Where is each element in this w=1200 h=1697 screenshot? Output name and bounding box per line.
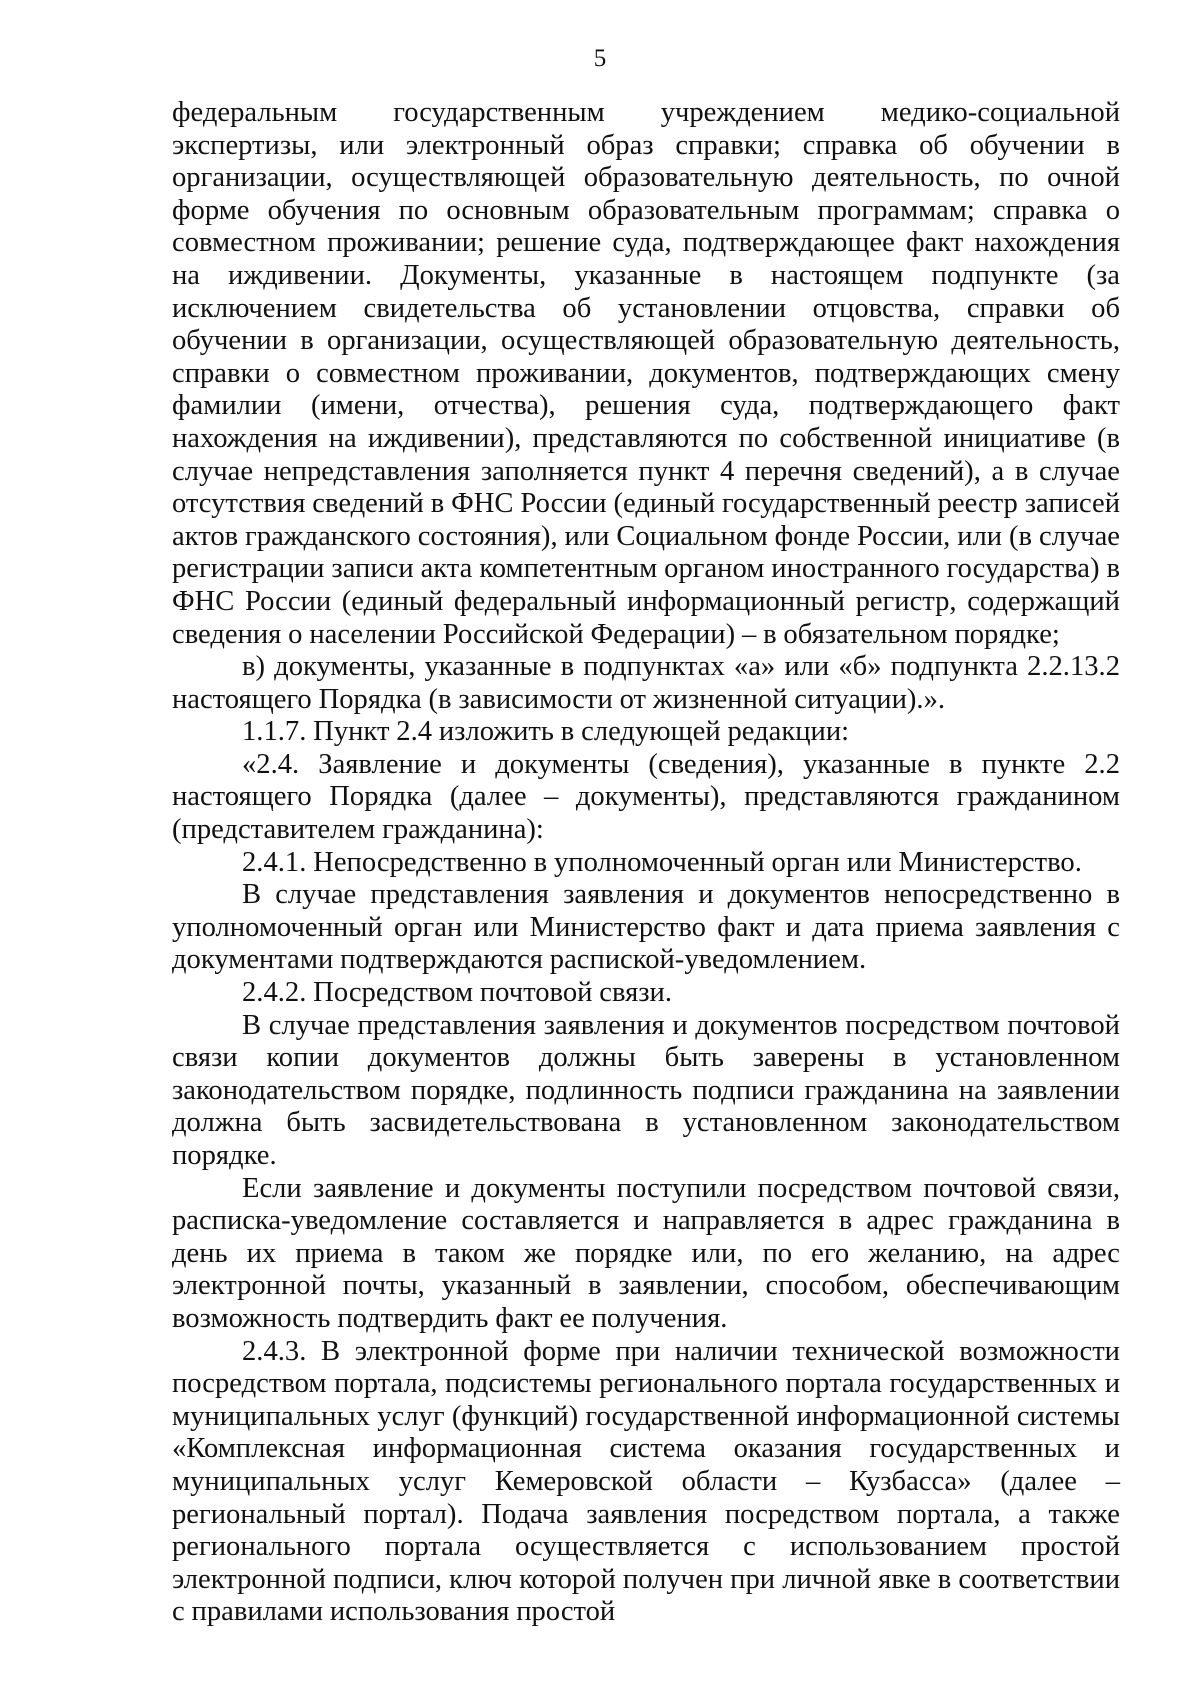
paragraph-clause-2-4-1-text: В случае представления заявления и документов непосредственно в уполномоченный орган или Министерство факт и дата приема заявления с документами подтверждаются распиской-уведомлением. — [172, 879, 1120, 976]
paragraph-clause-2-4: «2.4. Заявление и документы (сведения), указанные в пункте 2.2 настоящего Порядка (далее – документы), представляются гражданином (представителем гражданина): — [172, 748, 1120, 846]
paragraph-item-v: в) документы, указанные в подпунктах «а» или «б» подпункта 2.2.13.2 настоящего Порядка (в зависимости от жизненной ситуации).». — [172, 651, 1120, 715]
paragraph-continuation: федеральным государственным учреждением медико-социальной экспертизы, или электронный образ справки; справка об обучении в организации, осуществляющей образовательную деятельность, по очной форме обучения по основным образовательным программам; справка о совместном проживании; решение суда, подтверждающее факт нахождения на иждивении. Документы, указанные в настоящем подпункте (за исключением свидетельства об установлении отцовства, справки об обучении в организации, осуществляющей образовательную деятельность, справки о совместном проживании, документов, подтверждающих смену фамилии (имени, отчества), решения суда, подтверждающего факт нахождения на иждивении), представляются по собственной инициативе (в случае непредставления заполняется пункт 4 перечня сведений), а в случае отсутствия сведений в ФНС России (единый государственный реестр записей актов гражданского состояния), или Социальном фонде России, или (в случае регистрации записи акта компетентным органом иностранного государства) в ФНС России (единый федеральный информационный регистр, содержащий сведения о населении Российской Федерации) – в обязательном порядке; — [172, 97, 1120, 650]
paragraph-clause-2-4-2: 2.4.2. Посредством почтовой связи. — [242, 977, 673, 1009]
document-body — [172, 97, 1120, 1629]
paragraph-clause-2-4-2-text-1: В случае представления заявления и документов посредством почтовой связи копии документов должны быть заверены в установленном законодательством порядке, подлинность подписи гражданина на заявлении должна быть засвидетельствована в установленном законодательством порядке. — [172, 1009, 1120, 1171]
page-number: 5 — [593, 45, 607, 72]
paragraph-clause-2-4-3: 2.4.3. В электронной форме при наличии технической возможности посредством портала, подсистемы регионального портала государственных и муниципальных услуг (функций) государственной информационной системы «Комплексная информационная система оказания государственных и муниципальных услуг Кемеровской области – Кузбасса» (далее – региональный портал). Подача заявления посредством портала, а также регионального портала осуществляется с использованием простой электронной подписи, ключ которой получен при личной явке в соответствии с правилами использования простой — [172, 1335, 1120, 1628]
paragraph-clause-2-4-2-text-2: Если заявление и документы поступили посредством почтовой связи, расписка-уведомление составляется и направляется в адрес гражданина в день их приема в таком же порядке или, по его желанию, на адрес электронной почты, указанный в заявлении, способом, обеспечивающим возможность подтвердить факт ее получения. — [172, 1172, 1120, 1334]
paragraph-clause-2-4-1: 2.4.1. Непосредственно в уполномоченный орган или Министерство. — [242, 846, 1082, 878]
paragraph-clause-1-1-7: 1.1.7. Пункт 2.4 изложить в следующей редакции: — [242, 716, 850, 748]
